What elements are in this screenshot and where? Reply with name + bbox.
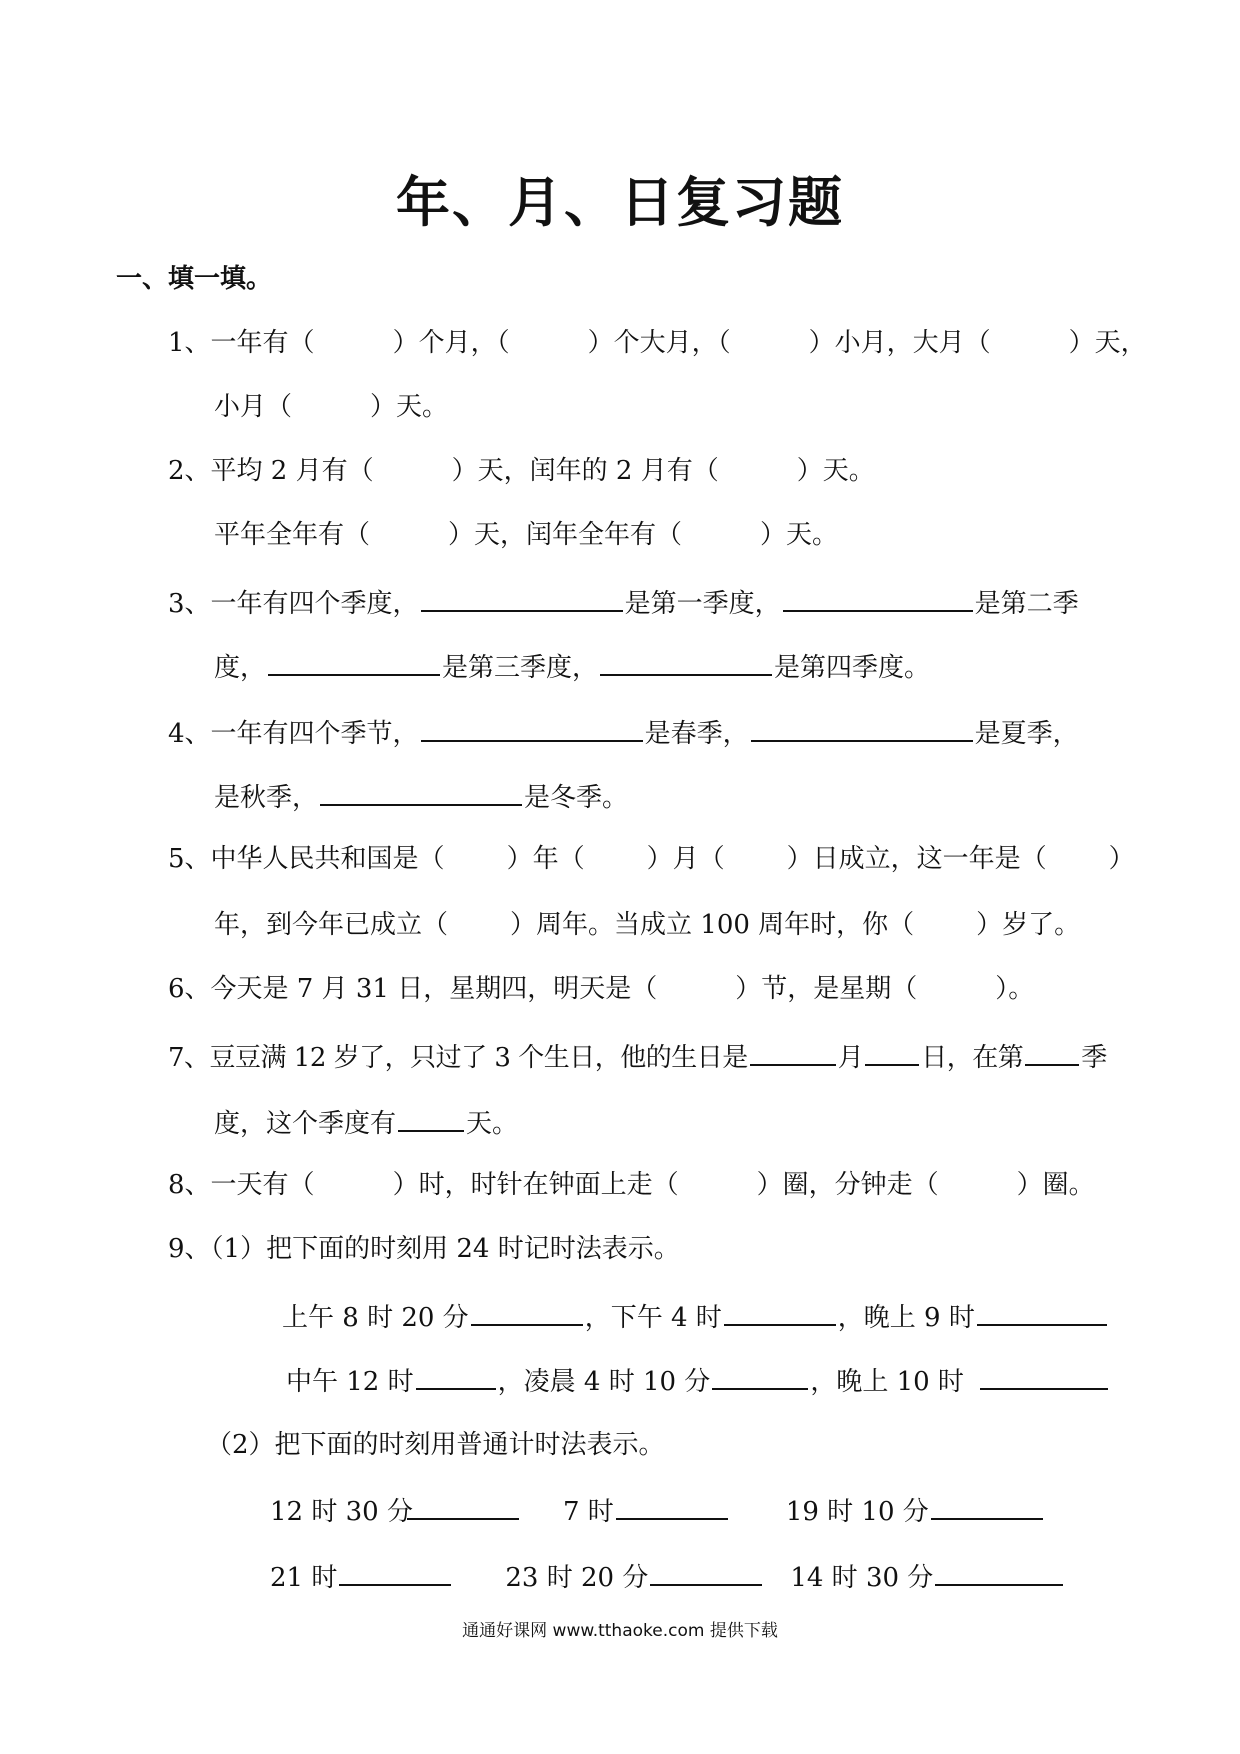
underline-blank[interactable] [783,588,973,612]
underline-blank[interactable] [421,588,623,612]
question-1-line-2: 小月（ ）天。 [214,392,449,422]
question-2-line-1: 2、平均 2 月有（ ）天，闰年的 2 月有（ ）天。 [168,456,875,486]
underline-blank[interactable] [724,1302,836,1326]
underline-blank[interactable] [865,1042,919,1066]
underline-blank[interactable] [416,1366,496,1390]
question-number: 7、 [168,1043,210,1073]
question-5-line-2: 年，到今年已成立（ ）周年。当成立 100 周年时，你（ ）岁了。 [214,910,1081,940]
question-8: 8、一天有（ ）时，时针在钟面上走（ ）圈，分钟走（ ）圈。 [168,1170,1095,1200]
question-5-line-1: 5、中华人民共和国是（ ）年（ ）月（ ）日成立，这一年是（ ） [168,844,1135,874]
question-9-part-1-prompt: 9、（1）把下面的时刻用 24 时记时法表示。 [168,1234,680,1264]
underline-blank[interactable] [616,1496,728,1520]
question-number: 9、 [168,1234,211,1264]
underline-blank[interactable] [398,1108,464,1132]
question-number: 2、 [168,456,211,486]
footer-credit: 通通好课网 www.tthaoke.com 提供下载 [462,1621,778,1641]
question-number: 6、 [168,974,211,1004]
question-9-row-4: 21 时 23 时 20 分 14 时 30 分 [270,1562,1065,1591]
section-heading: 一、填一填。 [116,264,273,294]
page-title: 年、月、日复习题 [396,170,844,234]
question-9-row-1: 上午 8 时 20 分 ，下午 4 时 ，晚上 9 时 [282,1302,1109,1331]
question-7-line-1: 7、豆豆满 12 岁了，只过了 3 个生日，他的生日是 月 日，在第 季 [168,1043,1107,1073]
question-9-row-2: 中午 12 时 ，凌晨 4 时 10 分 ，晚上 10 时 [286,1366,1110,1395]
underline-blank[interactable] [268,652,440,676]
underline-blank[interactable] [339,1562,451,1586]
underline-blank[interactable] [650,1562,762,1586]
question-3-line-1: 3、一年有四个季度， 是第一季度， 是第二季 [168,589,1079,619]
underline-blank[interactable] [320,782,522,806]
underline-blank[interactable] [471,1302,583,1326]
question-9-row-3: 12 时 30 分 7 时 19 时 10 分 [270,1496,1045,1525]
underline-blank[interactable] [750,1042,836,1066]
question-number: 4、 [168,719,211,749]
question-9-part-2-prompt: （2）把下面的时刻用普通计时法表示。 [206,1430,665,1460]
question-number: 5、 [168,844,211,874]
underline-blank[interactable] [751,718,973,742]
question-1-line-1: 1、一年有（ ）个月，（ ）个大月，（ ）小月，大月（ ）天， [168,328,1147,358]
underline-blank[interactable] [935,1562,1063,1586]
underline-blank[interactable] [407,1496,519,1520]
underline-blank[interactable] [977,1302,1107,1326]
question-number: 1、 [168,328,211,358]
question-6: 6、今天是 7 月 31 日，星期四，明天是（ ）节，是星期（ ）。 [168,974,1035,1004]
underline-blank[interactable] [600,652,772,676]
underline-blank[interactable] [931,1496,1043,1520]
underline-blank[interactable] [421,718,643,742]
question-4-line-1: 4、一年有四个季节， 是春季， 是夏季， [168,719,1079,749]
question-3-line-2: 度， 是第三季度， 是第四季度。 [214,653,931,683]
question-number: 8、 [168,1170,211,1200]
question-7-line-2: 度，这个季度有 天。 [214,1109,519,1139]
question-number: 3、 [168,589,211,619]
underline-blank[interactable] [980,1366,1108,1390]
underline-blank[interactable] [712,1366,808,1390]
question-4-line-2: 是秋季， 是冬季。 [214,783,629,813]
underline-blank[interactable] [1025,1042,1079,1066]
question-2-line-2: 平年全年有（ ）天，闰年全年有（ ）天。 [214,520,839,550]
